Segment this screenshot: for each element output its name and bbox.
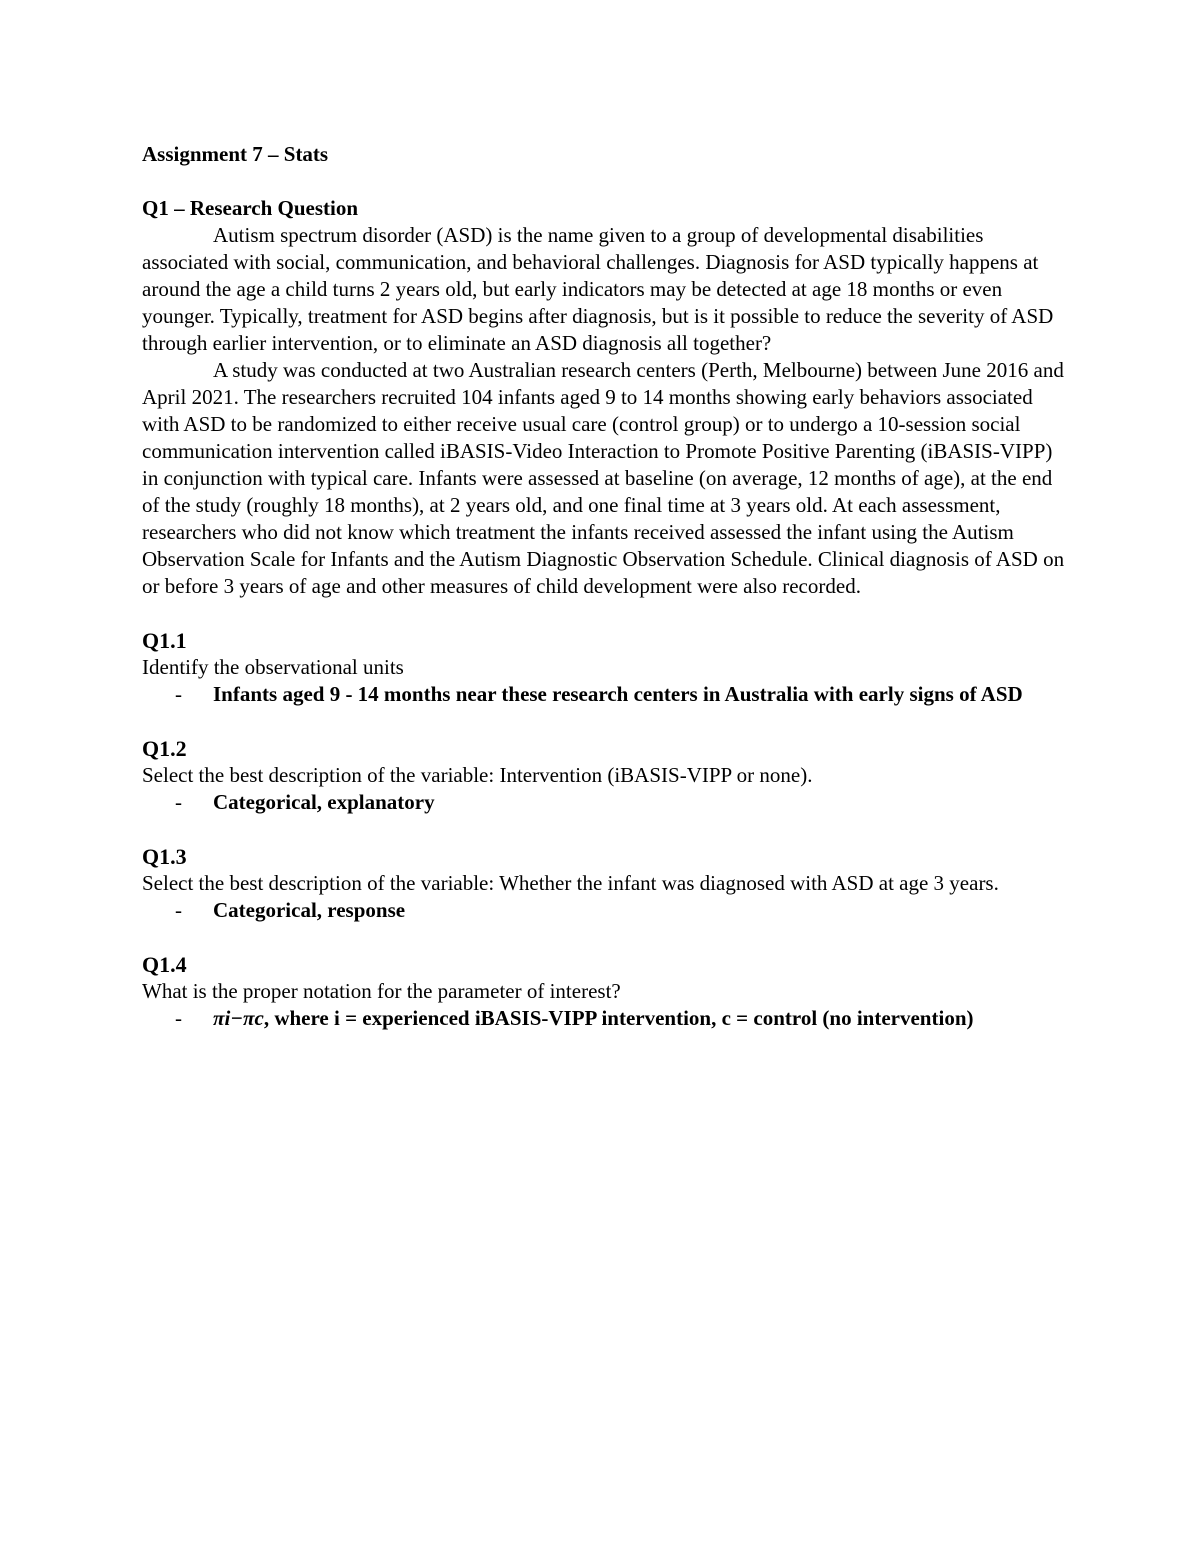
document-title: Assignment 7 – Stats xyxy=(142,142,329,166)
bullet-dash: - xyxy=(175,898,182,922)
intro-paragraph-2: A study was conducted at two Australian research centers (Perth, Melbourne) between June 2016 and April 2021. The researchers recruited 104 infants aged 9 to 14 months showing early behaviors associated with ASD to be randomized to either receive usual care (control group) or to undergo a 10-session social communication intervention called iBASIS-Video Interaction to Promote Positive Parenting (iBASIS-VIPP) in conjunction with typical care. Infants were assessed at baseline (on average, 12 months of age), at the end of the study (roughly 18 months), at 2 years old, and one final time at 3 years old. At each assessment, researchers who did not know which treatment the infants received assessed the infant using the Autism Observation Scale for Infants and the Autism Diagnostic Observation Schedule. Clinical diagnosis of ASD on or before 3 years of age and other measures of child development were also recorded. xyxy=(142,358,1065,598)
answer-item xyxy=(142,681,1072,708)
question-heading: Q1.4 xyxy=(142,952,187,977)
answer-text: Categorical, response xyxy=(213,898,406,922)
question-prompt: What is the proper notation for the parameter of interest? xyxy=(142,979,621,1003)
answer-text: Infants aged 9 - 14 months near these research centers in Australia with early signs of ASD xyxy=(213,682,1023,706)
document-page xyxy=(142,141,1072,1032)
bullet-dash: - xyxy=(175,682,182,706)
question-block-q1-4 xyxy=(142,951,1072,1032)
question-block-q1-2 xyxy=(142,735,1072,816)
parameter-notation: πi−πc xyxy=(213,1006,264,1030)
question-block-q1-1 xyxy=(142,627,1072,708)
question-block-q1-3 xyxy=(142,843,1072,924)
question-heading: Q1.2 xyxy=(142,736,187,761)
section-heading: Q1 – Research Question xyxy=(142,196,359,220)
answer-item xyxy=(142,1005,1072,1032)
question-heading: Q1.1 xyxy=(142,628,187,653)
intro-paragraph-1: Autism spectrum disorder (ASD) is the name given to a group of developmental disabilities associated with social, communication, and behavioral challenges. Diagnosis for ASD typically happens at around the age a child turns 2 years old, but early indicators may be detected at age 18 months or even younger. Typically, treatment for ASD begins after diagnosis, but is it possible to reduce the severity of ASD through earlier intervention, or to eliminate an ASD diagnosis all together? xyxy=(142,223,1054,355)
answer-text: , where i = experienced iBASIS-VIPP intervention, c = control (no intervention) xyxy=(263,1006,974,1030)
bullet-dash: - xyxy=(175,790,182,814)
bullet-dash: - xyxy=(175,1006,182,1030)
question-prompt: Identify the observational units xyxy=(142,655,404,679)
answer-item xyxy=(142,897,1072,924)
answer-item xyxy=(142,789,1072,816)
answer-text: Categorical, explanatory xyxy=(213,790,435,814)
answer-text-container xyxy=(213,1005,1072,1032)
question-heading: Q1.3 xyxy=(142,844,187,869)
question-prompt: Select the best description of the variable: Intervention (iBASIS-VIPP or none). xyxy=(142,763,813,787)
question-prompt: Select the best description of the variable: Whether the infant was diagnosed with ASD at age 3 years. xyxy=(142,871,999,895)
